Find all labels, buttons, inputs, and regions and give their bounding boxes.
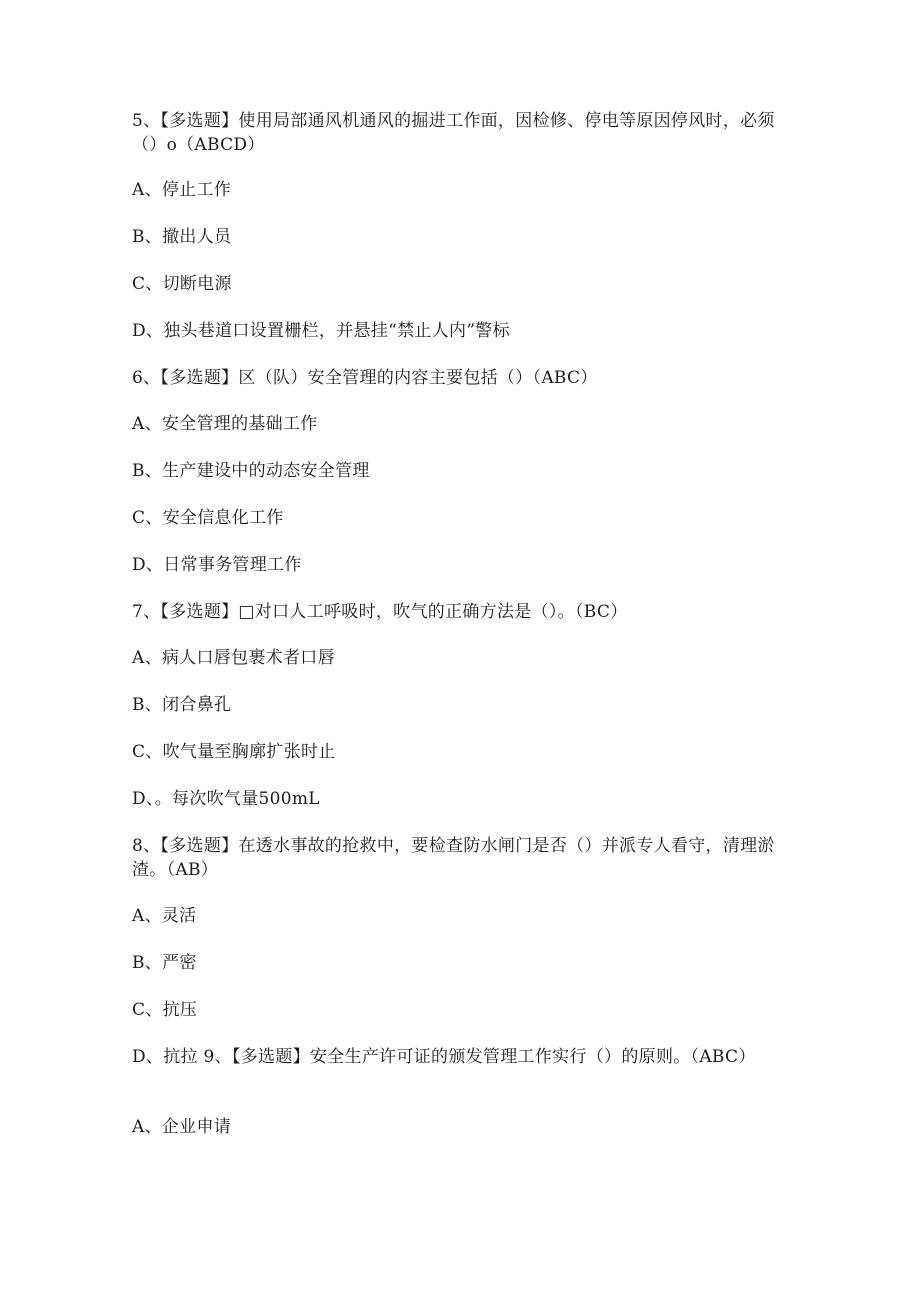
- question-8-option-c: C、抗压: [132, 1000, 198, 1020]
- question-7-option-d: D、。每次吹气量500mL: [132, 789, 320, 809]
- question-6-option-c: C、安全信息化工作: [132, 508, 284, 528]
- question-6-option-d: D、日常事务管理工作: [132, 555, 302, 575]
- question-8-stem: 8、【多选题】在透水事故的抢救中，要检查防水闸门是否（）并派专人看守，清理淤渣。（AB）: [132, 836, 775, 880]
- question-6-stem: 6、【多选题】区（队）安全管理的内容主要包括（）（ABC）: [132, 368, 598, 388]
- question-8-option-b: B、严密: [132, 953, 197, 973]
- question-5-option-b: B、撤出人员: [132, 227, 232, 247]
- question-5-option-c: C、切断电源: [132, 274, 232, 294]
- question-9-stem: D、抗拉 9、【多选题】安全生产许可证的颁发管理工作实行（）的原则。（ABC）: [132, 1047, 756, 1067]
- question-8-option-a: A、灵活: [132, 906, 197, 926]
- question-6-option-a: A、安全管理的基础工作: [132, 414, 318, 434]
- question-5-option-a: A、停止工作: [132, 180, 232, 200]
- question-7-option-a: A、病人口唇包裹术者口唇: [132, 648, 335, 668]
- question-9-option-a: A、企业申请: [132, 1117, 232, 1137]
- question-5-stem: 5、【多选题】使用局部通风机通风的掘进工作面，因检修、停电等原因停风时，必须（）o（ABCD）: [132, 111, 775, 155]
- question-7-stem: 7、【多选题】□对口人工呼吸时，吹气的正确方法是（）。（BC）: [132, 602, 628, 622]
- question-7-option-c: C、吹气量至胸廓扩张时止: [132, 742, 336, 762]
- question-7-option-b: B、闭合鼻孔: [132, 695, 232, 715]
- question-5-option-d: D、独头巷道口设置栅栏，并悬挂“禁止人内”警标: [132, 321, 510, 341]
- question-6-option-b: B、生产建设中的动态安全管理: [132, 461, 370, 481]
